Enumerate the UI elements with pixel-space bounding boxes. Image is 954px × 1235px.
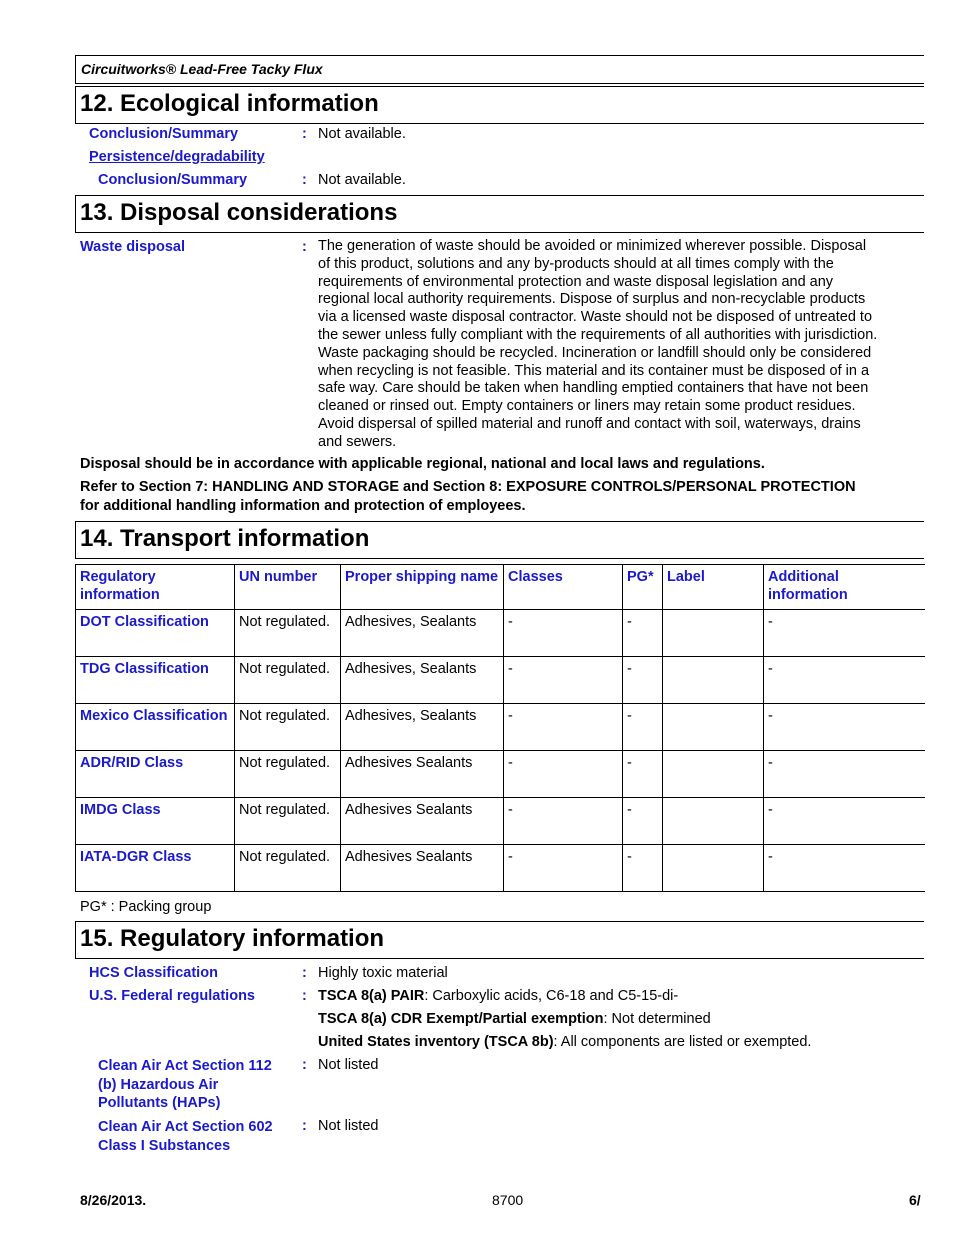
- table-cell: -: [623, 845, 663, 892]
- colon: :: [302, 239, 307, 255]
- packing-group-footnote: PG* : Packing group: [80, 899, 212, 915]
- refer-note-line1: Refer to Section 7: HANDLING AND STORAGE and Section 8: EXPOSURE CONTROLS/PERSONAL PROTECTION: [80, 479, 856, 495]
- us-inventory-value: : All components are listed or exempted.: [553, 1034, 812, 1050]
- table-cell: -: [504, 704, 623, 751]
- table-cell: -: [504, 610, 623, 657]
- table-cell: -: [764, 751, 925, 798]
- tsca-pair-line: [318, 988, 678, 1004]
- tsca-cdr-line: [318, 1011, 711, 1027]
- colon: :: [302, 1057, 307, 1073]
- table-cell: Adhesives Sealants: [341, 751, 504, 798]
- section-14-title: 14. Transport information: [80, 525, 370, 552]
- hcs-classification-value: Highly toxic material: [318, 965, 448, 981]
- table-cell: [663, 845, 764, 892]
- table-cell: [663, 704, 764, 751]
- table-row: [76, 610, 925, 657]
- section-15-heading: [75, 921, 924, 959]
- colon: :: [302, 1118, 307, 1134]
- eco-conclusion-value: Not available.: [318, 126, 406, 142]
- table-cell: Not regulated.: [235, 657, 341, 704]
- tsca-pair-label: TSCA 8(a) PAIR: [318, 988, 425, 1004]
- persistence-conclusion-label: Conclusion/Summary: [98, 172, 248, 188]
- transport-table: [75, 564, 925, 892]
- table-header-row: [76, 565, 925, 610]
- column-header: UN number: [235, 565, 341, 610]
- colon: :: [302, 172, 307, 188]
- product-name: Circuitworks® Lead-Free Tacky Flux: [81, 61, 323, 77]
- waste-line: safe way. Care should be taken when handling emptied containers that have not been: [318, 380, 869, 397]
- table-row: [76, 845, 925, 892]
- waste-line: regional local authority requirements. Dispose of surplus and non-recyclable products: [318, 291, 866, 308]
- table-cell: -: [623, 798, 663, 845]
- footer-code: 8700: [492, 1192, 524, 1208]
- tsca-cdr-value: : Not determined: [603, 1011, 711, 1027]
- eco-conclusion-label: Conclusion/Summary: [89, 126, 239, 142]
- section-12-title: 12. Ecological information: [80, 90, 379, 117]
- table-cell: -: [504, 845, 623, 892]
- row-header: ADR/RID Class: [76, 751, 235, 798]
- table-row: [76, 657, 925, 704]
- waste-line: and sewers.: [318, 433, 397, 450]
- table-cell: -: [764, 610, 925, 657]
- section-13-title: 13. Disposal considerations: [80, 199, 398, 226]
- row-header: Mexico Classification: [76, 704, 235, 751]
- caa-112-label: [98, 1057, 272, 1113]
- column-header: Additional information: [764, 565, 925, 610]
- row-header: TDG Classification: [76, 657, 235, 704]
- waste-line: when recycling is not feasible. This material and its container must be disposed of in a: [318, 362, 870, 379]
- column-header: Label: [663, 565, 764, 610]
- table-cell: -: [623, 704, 663, 751]
- persistence-degradability-link[interactable]: Persistence/degradability: [89, 149, 265, 165]
- colon: :: [302, 965, 307, 981]
- table-row: [76, 798, 925, 845]
- caa-602-label-line: Clean Air Act Section 602: [98, 1119, 273, 1135]
- disposal-note: Disposal should be in accordance with applicable regional, national and local laws and regulations.: [80, 456, 765, 472]
- section-12-heading: [75, 86, 924, 124]
- waste-line: via a licensed waste disposal contractor. Waste should not be disposed of untreated to: [318, 309, 873, 326]
- table-cell: Adhesives, Sealants: [341, 610, 504, 657]
- column-header: Proper shipping name: [341, 565, 504, 610]
- table-cell: Not regulated.: [235, 751, 341, 798]
- table-cell: [663, 657, 764, 704]
- section-15-title: 15. Regulatory information: [80, 925, 385, 952]
- table-cell: Adhesives Sealants: [341, 845, 504, 892]
- row-header: IMDG Class: [76, 798, 235, 845]
- waste-line: Avoid dispersal of spilled material and runoff and contact with soil, waterways, drains: [318, 415, 861, 432]
- waste-line: requirements of environmental protection and waste disposal legislation and any: [318, 273, 834, 290]
- table-cell: Adhesives, Sealants: [341, 704, 504, 751]
- table-cell: Adhesives, Sealants: [341, 657, 504, 704]
- waste-line: Waste packaging should be recycled. Incineration or landfill should only be considered: [318, 344, 872, 361]
- waste-disposal-label: Waste disposal: [80, 239, 186, 255]
- table-cell: -: [504, 657, 623, 704]
- table-cell: Not regulated.: [235, 610, 341, 657]
- table-cell: Adhesives Sealants: [341, 798, 504, 845]
- row-header: DOT Classification: [76, 610, 235, 657]
- colon: :: [302, 988, 307, 1004]
- table-cell: -: [764, 798, 925, 845]
- caa-602-label-line: Class I Substances: [98, 1137, 231, 1154]
- table-cell: -: [623, 657, 663, 704]
- caa-112-label-line: Clean Air Act Section 112: [98, 1058, 272, 1074]
- table-row: [76, 704, 925, 751]
- table-row: [76, 751, 925, 798]
- footer-page-number: 6/: [909, 1192, 921, 1208]
- persistence-conclusion-value: Not available.: [318, 172, 406, 188]
- table-cell: Not regulated.: [235, 845, 341, 892]
- us-inventory-line: [318, 1034, 811, 1050]
- waste-line: of this product, solutions and any by-products should at all times comply with the: [318, 255, 834, 272]
- table-cell: -: [504, 798, 623, 845]
- table-cell: Not regulated.: [235, 704, 341, 751]
- table-cell: -: [504, 751, 623, 798]
- footer-date: 8/26/2013.: [80, 1192, 147, 1208]
- caa-602-value: Not listed: [318, 1118, 379, 1134]
- waste-line: the sewer unless fully compliant with the requirements of all authorities with jurisdiction.: [318, 326, 878, 343]
- table-cell: [663, 798, 764, 845]
- row-header: IATA-DGR Class: [76, 845, 235, 892]
- tsca-pair-value: : Carboxylic acids, C6-18 and C5-15-di-: [424, 988, 679, 1004]
- tsca-cdr-label: TSCA 8(a) CDR Exempt/Partial exemption: [318, 1011, 604, 1027]
- table-cell: -: [623, 751, 663, 798]
- caa-112-label-line: (b) Hazardous Air: [98, 1076, 219, 1093]
- colon: :: [302, 126, 307, 142]
- caa-602-label: [98, 1118, 273, 1155]
- caa-112-label-line: Pollutants (HAPs): [98, 1095, 221, 1111]
- us-inventory-label: United States inventory (TSCA 8b): [318, 1034, 554, 1050]
- document-header: [75, 55, 924, 84]
- waste-line: cleaned or rinsed out. Empty containers or liners may retain some product residues.: [318, 398, 856, 415]
- hcs-classification-label: HCS Classification: [89, 965, 218, 981]
- table-cell: -: [764, 704, 925, 751]
- column-header: Classes: [504, 565, 623, 610]
- table-cell: Not regulated.: [235, 798, 341, 845]
- table-cell: -: [764, 845, 925, 892]
- table-cell: -: [764, 657, 925, 704]
- table-cell: [663, 610, 764, 657]
- section-14-heading: [75, 521, 924, 559]
- table-cell: [663, 751, 764, 798]
- waste-line: The generation of waste should be avoided or minimized wherever possible. Disposal: [318, 238, 867, 254]
- column-header: Regulatory information: [76, 565, 235, 610]
- section-13-heading: [75, 195, 924, 233]
- us-federal-label: U.S. Federal regulations: [89, 988, 255, 1004]
- table-cell: -: [623, 610, 663, 657]
- caa-112-value: Not listed: [318, 1057, 379, 1073]
- column-header: PG*: [623, 565, 663, 610]
- waste-disposal-text: [318, 238, 918, 452]
- refer-note-line2: for additional handling information and protection of employees.: [80, 498, 526, 514]
